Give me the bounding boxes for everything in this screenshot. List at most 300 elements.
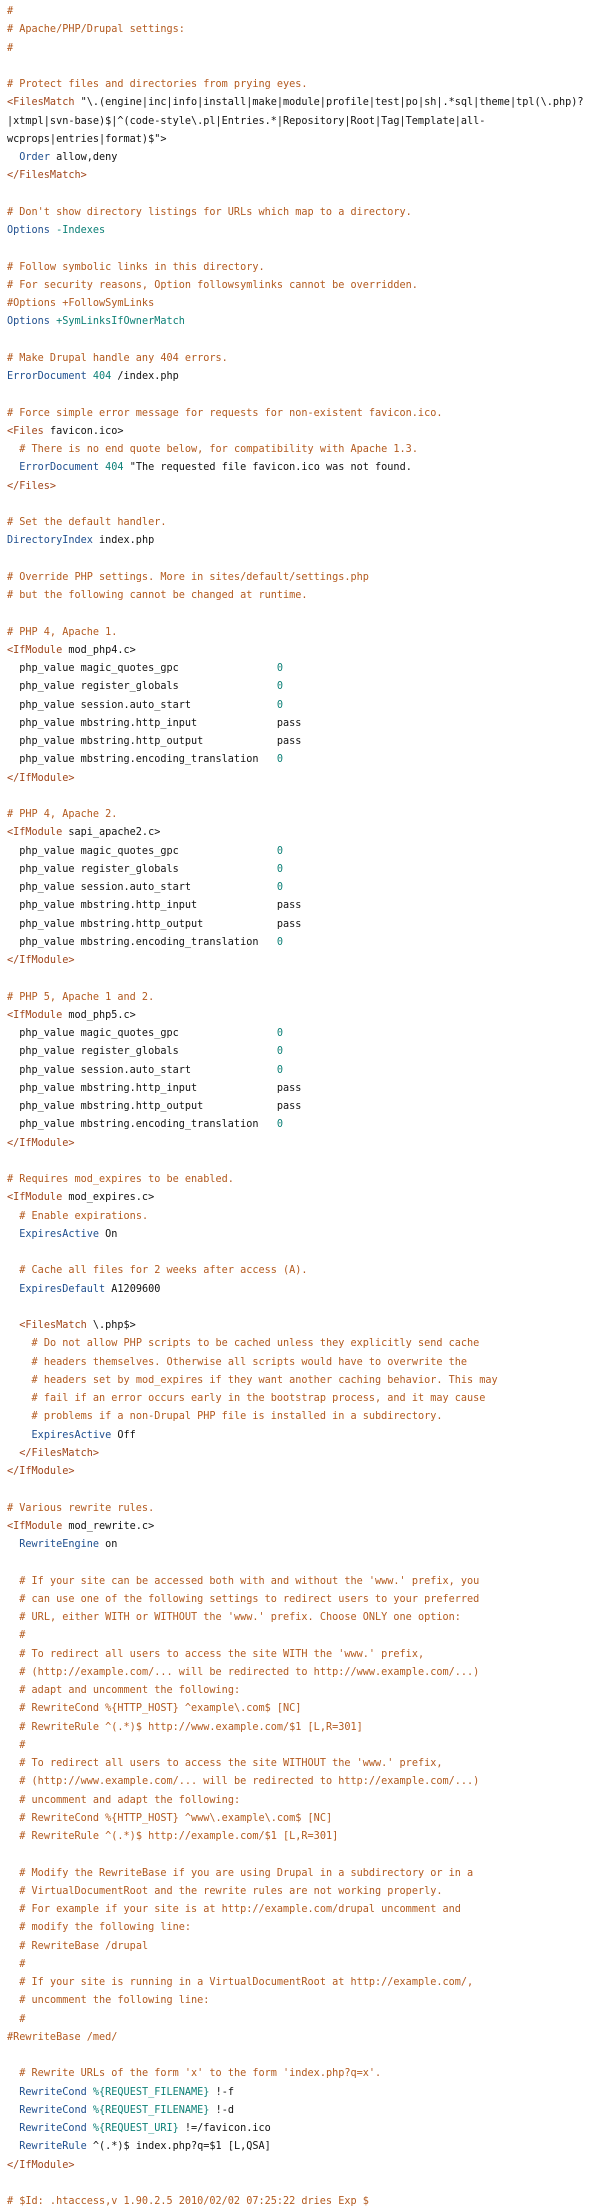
code-line bbox=[7, 2157, 600, 2175]
comment-token: # fail if an error occurs early in the bootstrap process, and it may cause bbox=[31, 1393, 486, 1404]
tag-token: </IfModule> bbox=[7, 1466, 75, 1477]
text-token: php_value register_globals bbox=[7, 681, 277, 693]
text-token: "The requested file favicon.ico was not found. bbox=[123, 462, 412, 474]
code-line bbox=[7, 1828, 600, 1846]
text-token bbox=[7, 1448, 19, 1459]
text-token: php_value mbstring.http_output pass bbox=[7, 918, 302, 930]
value-token: 0 bbox=[276, 936, 284, 948]
code-line bbox=[7, 149, 600, 167]
value-token: %{REQUEST_FILENAME} bbox=[92, 2086, 210, 2098]
code-line bbox=[7, 2102, 600, 2120]
blank-line bbox=[7, 970, 600, 988]
code-line bbox=[7, 167, 600, 185]
code-line bbox=[7, 2193, 600, 2211]
blank-line bbox=[7, 1299, 600, 1317]
text-token bbox=[7, 1539, 19, 1550]
tag-token: <FilesMatch bbox=[7, 97, 75, 109]
text-token bbox=[7, 1265, 19, 1276]
code-line bbox=[7, 1609, 600, 1627]
code-line bbox=[7, 1956, 600, 1974]
code-line bbox=[7, 861, 600, 879]
comment-token: # Don't show directory listings for URLs which map to a directory. bbox=[7, 206, 412, 218]
code-line bbox=[7, 532, 600, 550]
comment-token: #RewriteBase /med/ bbox=[7, 2031, 118, 2043]
text-token: php_value mbstring.encoding_translation bbox=[7, 754, 277, 766]
comment-token: # Enable expirations. bbox=[19, 1210, 149, 1222]
text-token bbox=[7, 2014, 19, 2025]
text-token: php_value mbstring.http_output pass bbox=[7, 736, 302, 747]
text-token: php_value mbstring.http_output pass bbox=[7, 1101, 302, 1112]
code-line bbox=[7, 1591, 600, 1609]
blank-line bbox=[7, 240, 600, 258]
comment-token: # Cache all files for 2 weeks after access (A). bbox=[19, 1265, 308, 1277]
code-line bbox=[7, 1664, 600, 1682]
text-token: !-f bbox=[209, 2086, 234, 2098]
code-line bbox=[7, 697, 600, 715]
directive-token: RewriteCond bbox=[19, 2123, 87, 2134]
value-token: 0 bbox=[276, 863, 284, 875]
code-line bbox=[7, 916, 600, 934]
tag-token: <IfModule bbox=[7, 1520, 63, 1532]
code-line bbox=[7, 1536, 600, 1554]
text-token bbox=[7, 1941, 19, 1952]
code-line bbox=[7, 1773, 600, 1791]
text-token: \.php$> bbox=[86, 1320, 136, 1331]
code-line bbox=[7, 368, 600, 386]
text-token: php_value magic_quotes_gpc bbox=[7, 1028, 277, 1039]
code-line bbox=[7, 952, 600, 970]
comment-token: # Rewrite URLs of the form 'x' to the form 'index.php?q=x'. bbox=[19, 2068, 382, 2080]
code-line bbox=[7, 21, 600, 39]
value-token: +SymLinksIfOwnerMatch bbox=[56, 316, 185, 328]
text-token: mod_rewrite.c> bbox=[62, 1520, 155, 1532]
comment-token: # (http://www.example.com/... will be redirected to http://example.com/...) bbox=[19, 1776, 480, 1788]
code-line bbox=[7, 478, 600, 496]
comment-token: # URL, either WITH or WITHOUT the 'www.' prefix. Choose ONLY one option: bbox=[19, 1612, 461, 1623]
code-line bbox=[7, 660, 600, 678]
text-token: php_value session.auto_start bbox=[7, 1064, 277, 1076]
blank-line bbox=[7, 186, 600, 204]
value-token: 0 bbox=[276, 1046, 284, 1058]
value-token: 0 bbox=[276, 1064, 284, 1076]
text-token: !-d bbox=[209, 2104, 234, 2116]
code-line bbox=[7, 1518, 600, 1536]
text-token: php_value mbstring.http_input pass bbox=[7, 1082, 302, 1094]
comment-token: # Apache/PHP/Drupal settings: bbox=[7, 24, 185, 36]
comment-token: # (http://example.com/... will be redirected to http://www.example.com/...) bbox=[19, 1666, 480, 1678]
blank-line bbox=[7, 2175, 600, 2193]
text-token bbox=[7, 1795, 19, 1806]
directive-token: ErrorDocument bbox=[7, 371, 87, 382]
code-line bbox=[7, 1865, 600, 1883]
comment-token: # Modify the RewriteBase if you are using Drupal in a subdirectory or in a bbox=[19, 1867, 474, 1879]
code-line bbox=[7, 3, 600, 21]
text-token bbox=[7, 1667, 19, 1678]
code-line bbox=[7, 94, 600, 112]
comment-token: # RewriteCond %{HTTP_HOST} ^www\.example\.com$ [NC] bbox=[19, 1812, 333, 1824]
code-line bbox=[7, 642, 600, 660]
comment-token: # To redirect all users to access the site WITH the 'www.' prefix, bbox=[19, 1648, 425, 1660]
code-line bbox=[7, 76, 600, 94]
value-token: 0 bbox=[276, 1028, 284, 1039]
code-line bbox=[7, 277, 600, 295]
text-token: php_value magic_quotes_gpc bbox=[7, 663, 277, 674]
text-token bbox=[7, 444, 19, 455]
code-line bbox=[7, 770, 600, 788]
comment-token: # Set the default handler. bbox=[7, 517, 167, 528]
text-token: "\.(engine|inc|info|install|make|module|profile|test|po|sh|.*sql|theme|tpl(\.php)? bbox=[74, 97, 584, 109]
code-line bbox=[7, 1919, 600, 1937]
blank-line bbox=[7, 332, 600, 350]
comment-token: # Various rewrite rules. bbox=[7, 1502, 155, 1514]
comment-token: # VirtualDocumentRoot and the rewrite rules are not working properly. bbox=[19, 1885, 443, 1897]
code-line bbox=[7, 1116, 600, 1134]
code-line bbox=[7, 1445, 600, 1463]
comment-token: # RewriteRule ^(.*)$ http://example.com/$1 [L,R=301] bbox=[19, 1831, 339, 1842]
code-line bbox=[7, 1262, 600, 1280]
text-token bbox=[7, 1904, 19, 1915]
code-line bbox=[7, 1938, 600, 1956]
comment-token: # PHP 4, Apache 1. bbox=[7, 626, 118, 638]
comment-token: # To redirect all users to access the site WITHOUT the 'www.' prefix, bbox=[19, 1758, 443, 1769]
value-token: 0 bbox=[276, 681, 284, 693]
comment-token: # RewriteRule ^(.*)$ http://www.example.com/$1 [L,R=301] bbox=[19, 1721, 363, 1733]
tag-token: </IfModule> bbox=[7, 2159, 75, 2171]
value-token: -Indexes bbox=[56, 225, 106, 236]
text-token: sapi_apache2.c> bbox=[62, 827, 161, 839]
text-token bbox=[7, 152, 19, 163]
directive-token: RewriteEngine bbox=[19, 1539, 100, 1550]
directive-token: ErrorDocument bbox=[19, 462, 100, 474]
comment-token: # Force simple error message for requests for non-existent favicon.ico. bbox=[7, 407, 443, 419]
code-line bbox=[7, 569, 600, 587]
code-line bbox=[7, 423, 600, 441]
text-token: php_value register_globals bbox=[7, 1046, 277, 1058]
blank-line bbox=[7, 1554, 600, 1572]
code-line bbox=[7, 1700, 600, 1718]
code-line bbox=[7, 204, 600, 222]
text-token bbox=[7, 1411, 32, 1422]
code-line bbox=[7, 1810, 600, 1828]
code-line bbox=[7, 678, 600, 696]
text-token bbox=[7, 2141, 19, 2152]
code-line bbox=[7, 1208, 600, 1226]
comment-token: # adapt and uncomment the following: bbox=[19, 1685, 241, 1696]
code-line bbox=[7, 879, 600, 897]
comment-token: # Do not allow PHP scripts to be cached unless they explicitly send cache bbox=[31, 1338, 480, 1350]
comment-token: # headers set by mod_expires if they want another caching behavior. This may bbox=[31, 1374, 498, 1386]
comment-token: # bbox=[19, 1630, 26, 1642]
comment-token: # RewriteBase /drupal bbox=[19, 1940, 149, 1952]
text-token: index.php bbox=[92, 535, 155, 547]
code-line bbox=[7, 1992, 600, 2010]
text-token bbox=[7, 1703, 19, 1714]
blank-line bbox=[7, 1244, 600, 1262]
directive-token: RewriteCond bbox=[19, 2086, 87, 2098]
text-token: php_value magic_quotes_gpc bbox=[7, 845, 277, 857]
text-token bbox=[7, 1977, 19, 1988]
comment-token: # If your site can be accessed both with and without the 'www.' prefix, you bbox=[19, 1575, 480, 1587]
blank-line bbox=[7, 2047, 600, 2065]
blank-line bbox=[7, 496, 600, 514]
comment-token: # headers themselves. Otherwise all scripts would have to overwrite the bbox=[31, 1356, 468, 1368]
code-line bbox=[7, 1135, 600, 1153]
code-line bbox=[7, 1573, 600, 1591]
value-token: 0 bbox=[276, 754, 284, 766]
text-token: !=/favicon.ico bbox=[178, 2123, 271, 2134]
comment-token: # but the following cannot be changed at runtime. bbox=[7, 590, 308, 601]
comment-token: # uncomment the following line: bbox=[19, 1995, 210, 2007]
value-token: 0 bbox=[276, 1119, 284, 1131]
code-line bbox=[7, 2011, 600, 2029]
code-line bbox=[7, 514, 600, 532]
code-line bbox=[7, 934, 600, 952]
directive-token: ExpiresDefault bbox=[19, 1283, 106, 1295]
text-token: php_value mbstring.encoding_translation bbox=[7, 936, 277, 948]
code-line bbox=[7, 1390, 600, 1408]
text-token bbox=[7, 1630, 19, 1641]
code-line bbox=[7, 222, 600, 240]
value-token: 0 bbox=[276, 663, 284, 674]
text-token bbox=[7, 2105, 19, 2116]
comment-token: # uncomment and adapt the following: bbox=[19, 1794, 241, 1806]
code-line bbox=[7, 1281, 600, 1299]
text-token bbox=[7, 1813, 19, 1824]
text-token bbox=[7, 1357, 32, 1368]
code-line bbox=[7, 806, 600, 824]
text-token bbox=[7, 1758, 19, 1769]
text-token bbox=[7, 1722, 19, 1733]
code-line bbox=[7, 1901, 600, 1919]
directive-token: ExpiresActive bbox=[19, 1228, 100, 1240]
tag-token: </FilesMatch> bbox=[7, 170, 87, 182]
code-line bbox=[7, 1372, 600, 1390]
tag-token: </IfModule> bbox=[7, 1137, 75, 1149]
comment-token: # Follow symbolic links in this directory. bbox=[7, 261, 265, 273]
code-line bbox=[7, 1317, 600, 1335]
code-line bbox=[7, 1627, 600, 1645]
value-token: 0 bbox=[276, 882, 284, 893]
blank-line bbox=[7, 788, 600, 806]
text-token: On bbox=[99, 1228, 118, 1240]
code-line bbox=[7, 824, 600, 842]
code-line bbox=[7, 1080, 600, 1098]
text-token bbox=[7, 2087, 19, 2098]
code-line bbox=[7, 2138, 600, 2156]
text-token: ^(.*)$ index.php?q=$1 [L,QSA] bbox=[86, 2141, 271, 2153]
code-line bbox=[7, 1974, 600, 1992]
text-token: favicon.ico> bbox=[43, 425, 124, 437]
code-line bbox=[7, 113, 600, 131]
comment-token: # PHP 5, Apache 1 and 2. bbox=[7, 991, 155, 1003]
code-line bbox=[7, 2029, 600, 2047]
code-line bbox=[7, 1500, 600, 1518]
tag-token: <Files bbox=[7, 425, 44, 437]
text-token bbox=[7, 1211, 19, 1222]
text-token: allow,deny bbox=[49, 152, 118, 163]
code-line bbox=[7, 843, 600, 861]
code-line bbox=[7, 1354, 600, 1372]
tag-token: </FilesMatch> bbox=[19, 1447, 100, 1459]
value-token: %{REQUEST_FILENAME} bbox=[92, 2104, 210, 2116]
text-token: /index.php bbox=[111, 371, 179, 382]
code-line bbox=[7, 259, 600, 277]
value-token: 0 bbox=[276, 699, 284, 711]
code-line bbox=[7, 40, 600, 58]
text-token bbox=[7, 1831, 19, 1842]
code-line bbox=[7, 1755, 600, 1773]
code-line bbox=[7, 1737, 600, 1755]
text-token: mod_expires.c> bbox=[62, 1192, 155, 1204]
code-line bbox=[7, 1646, 600, 1664]
blank-line bbox=[7, 1846, 600, 1864]
comment-token: #Options +FollowSymLinks bbox=[7, 298, 155, 309]
tag-token: </Files> bbox=[7, 480, 57, 492]
text-token: php_value mbstring.http_input pass bbox=[7, 900, 302, 912]
tag-token: <IfModule bbox=[7, 827, 63, 839]
code-line bbox=[7, 1792, 600, 1810]
value-token: 404 bbox=[92, 371, 112, 382]
code-line bbox=[7, 1043, 600, 1061]
comment-token: # There is no end quote below, for compatibility with Apache 1.3. bbox=[19, 444, 418, 455]
text-token bbox=[7, 1649, 19, 1660]
text-token: mod_php4.c> bbox=[62, 644, 136, 656]
code-line bbox=[7, 1226, 600, 1244]
blank-line bbox=[7, 1481, 600, 1499]
code-line bbox=[7, 459, 600, 477]
text-token bbox=[7, 1430, 32, 1441]
text-token bbox=[7, 1320, 19, 1331]
text-token bbox=[7, 1868, 19, 1879]
text-token bbox=[7, 1229, 19, 1240]
comment-token: # Requires mod_expires to be enabled. bbox=[7, 1174, 234, 1185]
code-line bbox=[7, 715, 600, 733]
text-token: php_value register_globals bbox=[7, 863, 277, 875]
comment-token: # modify the following line: bbox=[19, 1922, 192, 1934]
code-line bbox=[7, 405, 600, 423]
directive-token: Options bbox=[7, 316, 50, 328]
comment-token: # bbox=[19, 1739, 26, 1751]
text-token: php_value session.auto_start bbox=[7, 882, 277, 893]
directive-token: ExpiresActive bbox=[31, 1429, 112, 1441]
text-token: A1209600 bbox=[105, 1283, 161, 1295]
text-token bbox=[7, 1995, 19, 2006]
comment-token: # $Id: .htaccess,v 1.90.2.5 2010/02/02 07:25:22 dries Exp $ bbox=[7, 2196, 369, 2207]
comment-token: # Protect files and directories from prying eyes. bbox=[7, 79, 308, 90]
text-token: mod_php5.c> bbox=[62, 1009, 136, 1021]
code-line bbox=[7, 441, 600, 459]
text-token bbox=[7, 1740, 19, 1751]
code-line bbox=[7, 989, 600, 1007]
text-token bbox=[7, 1612, 19, 1623]
text-token bbox=[7, 462, 19, 473]
text-token: Off bbox=[111, 1429, 136, 1441]
comment-token: # PHP 4, Apache 2. bbox=[7, 809, 118, 820]
tag-token: </IfModule> bbox=[7, 772, 75, 784]
text-token bbox=[7, 1576, 19, 1587]
code-line bbox=[7, 1719, 600, 1737]
text-token bbox=[7, 1594, 19, 1605]
value-token: 404 bbox=[105, 462, 124, 474]
text-token bbox=[7, 1685, 19, 1696]
tag-token: <IfModule bbox=[7, 1192, 63, 1204]
code-line bbox=[7, 751, 600, 769]
text-token: php_value mbstring.encoding_translation bbox=[7, 1119, 277, 1131]
blank-line bbox=[7, 58, 600, 76]
text-token: |xtmpl|svn-base)$|^(code-style\.pl|Entries.*|Repository|Root|Tag|Template|all- bbox=[7, 115, 486, 127]
comment-token: # For example if your site is at http://example.com/drupal uncomment and bbox=[19, 1904, 461, 1915]
directive-token: RewriteRule bbox=[19, 2141, 87, 2153]
code-line bbox=[7, 1062, 600, 1080]
comment-token: # RewriteCond %{HTTP_HOST} ^example\.com$ [NC] bbox=[19, 1703, 302, 1715]
code-line bbox=[7, 1408, 600, 1426]
code-line bbox=[7, 295, 600, 313]
code-line bbox=[7, 1098, 600, 1116]
text-token bbox=[7, 1393, 32, 1404]
text-token: php_value session.auto_start bbox=[7, 699, 277, 711]
directive-token: Options bbox=[7, 225, 50, 236]
code-line bbox=[7, 1025, 600, 1043]
blank-line bbox=[7, 551, 600, 569]
code-line bbox=[7, 2084, 600, 2102]
code-line bbox=[7, 1463, 600, 1481]
code-line bbox=[7, 1189, 600, 1207]
comment-token: # can use one of the following settings to redirect users to your preferred bbox=[19, 1593, 480, 1605]
comment-token: # bbox=[19, 2013, 26, 2025]
text-token bbox=[7, 1959, 19, 1970]
code-line bbox=[7, 1335, 600, 1353]
text-token bbox=[7, 2068, 19, 2079]
text-token bbox=[7, 1284, 19, 1295]
code-line bbox=[7, 897, 600, 915]
text-token: on bbox=[99, 1539, 118, 1550]
text-token bbox=[7, 1375, 32, 1386]
text-token bbox=[7, 1776, 19, 1787]
comment-token: # bbox=[7, 42, 14, 54]
code-line bbox=[7, 587, 600, 605]
code-line bbox=[7, 1427, 600, 1445]
directive-token: RewriteCond bbox=[19, 2104, 87, 2116]
tag-token: </IfModule> bbox=[7, 955, 75, 966]
text-token bbox=[7, 1886, 19, 1897]
code-line bbox=[7, 1171, 600, 1189]
comment-token: # Make Drupal handle any 404 errors. bbox=[7, 352, 228, 364]
value-token: %{REQUEST_URI} bbox=[92, 2123, 179, 2134]
tag-token: <IfModule bbox=[7, 1009, 63, 1021]
comment-token: # Override PHP settings. More in sites/default/settings.php bbox=[7, 571, 369, 583]
directive-token: Order bbox=[19, 152, 50, 163]
value-token: 0 bbox=[276, 845, 284, 857]
blank-line bbox=[7, 386, 600, 404]
blank-line bbox=[7, 1153, 600, 1171]
code-line bbox=[7, 2065, 600, 2083]
directive-token: DirectoryIndex bbox=[7, 535, 93, 547]
comment-token: # problems if a non-Drupal PHP file is installed in a subdirectory. bbox=[31, 1411, 443, 1423]
text-token: wcprops|entries|format)$"> bbox=[7, 133, 167, 145]
code-line bbox=[7, 1007, 600, 1025]
comment-token: # If your site is running in a VirtualDocumentRoot at http://example.com/, bbox=[19, 1977, 474, 1988]
code-line bbox=[7, 350, 600, 368]
code-line bbox=[7, 733, 600, 751]
code-line bbox=[7, 1883, 600, 1901]
blank-line bbox=[7, 605, 600, 623]
text-token bbox=[7, 2123, 19, 2134]
code-line bbox=[7, 131, 600, 149]
text-token: php_value mbstring.http_input pass bbox=[7, 717, 302, 729]
comment-token: # bbox=[7, 6, 14, 17]
code-line bbox=[7, 624, 600, 642]
tag-token: <IfModule bbox=[7, 644, 63, 656]
